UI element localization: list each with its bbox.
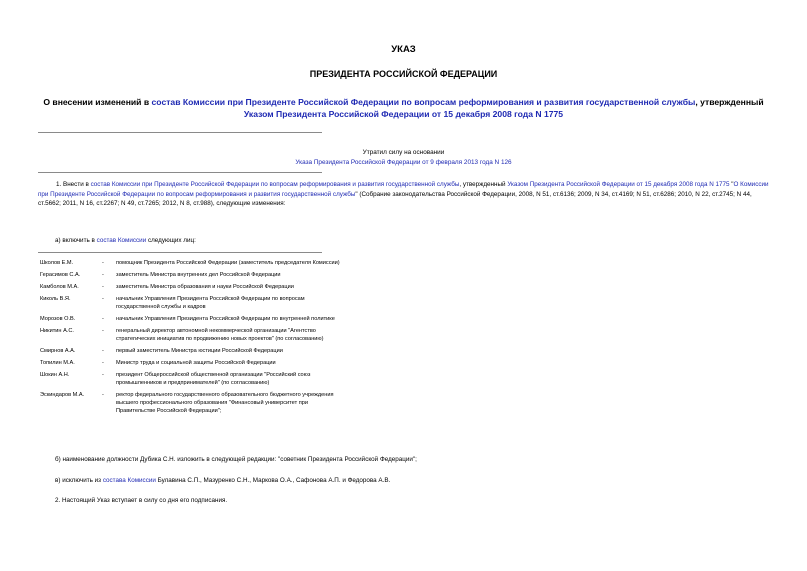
member-row xyxy=(40,347,340,355)
paragraph-1 xyxy=(38,180,770,209)
item-b: б) наименование должности Дубика С.Н. изложить в следующей редакции: "советник Президента Российской Федерации"; xyxy=(55,456,417,463)
member-row xyxy=(40,295,340,311)
subtitle-text-pre: О внесении изменений в xyxy=(43,97,152,107)
item-c xyxy=(55,477,390,484)
member-dash: - xyxy=(102,296,104,302)
item-a xyxy=(55,237,196,244)
member-name: Смирнов А.А. xyxy=(40,348,76,354)
member-row xyxy=(40,327,340,343)
member-dash: - xyxy=(102,328,104,334)
p1-text-post: " (Собрание законодательства Российской Федерации, 2008, N 51, ст.6136; 2009, N 34, ст.4169; N 51, ст.6286; 2010, N 22, ст.2745; N 44, ст.5662; 2011, N 16, ст.2267; N 49, ст.7265; 2012, N 8, ст.988), следующие изменения: xyxy=(38,190,752,208)
p1-commission-link[interactable]: состав Комиссии при Президенте Российской Федерации по вопросам реформирования и развития государственной службы xyxy=(90,181,460,188)
member-dash: - xyxy=(102,272,104,278)
member-position: первый заместитель Министра юстиции Российской Федерации xyxy=(116,348,283,354)
member-name: Эскиндаров М.А. xyxy=(40,392,85,398)
member-row xyxy=(40,371,340,387)
p1-decree-title-link[interactable]: О Комиссии при Президенте Российской Федерации по вопросам реформирования и развития государственной службы xyxy=(38,181,769,198)
member-dash: - xyxy=(102,348,104,354)
item-c-pre: в) исключить из xyxy=(55,477,103,484)
top-divider xyxy=(38,132,322,133)
member-row xyxy=(40,359,340,367)
table-top-divider xyxy=(38,252,322,253)
member-position: начальник Управления Президента Российской Федерации по внутренней политике xyxy=(116,316,335,322)
members-table xyxy=(40,259,340,419)
member-dash: - xyxy=(102,316,104,322)
member-dash: - xyxy=(102,392,104,398)
member-position: Министр труда и социальной защиты Российской Федерации xyxy=(116,360,276,366)
second-divider xyxy=(38,172,322,173)
p1-text-pre: 1. Внести в xyxy=(56,181,91,188)
p1-decree-link[interactable]: Указом Президента Российской Федерации от 15 декабря 2008 года N 1775 xyxy=(507,181,730,188)
member-row xyxy=(40,259,340,267)
member-row xyxy=(40,391,340,415)
member-dash: - xyxy=(102,372,104,378)
member-name: Морозов О.В. xyxy=(40,316,76,322)
item-a-commission-link[interactable]: состав Комиссии xyxy=(96,237,147,244)
member-name: Никитин А.С. xyxy=(40,328,74,334)
decree-1775-link[interactable]: Указом Президента Российской Федерации от 15 декабря 2008 года N 1775 xyxy=(243,109,564,119)
lost-force-label: Утратил силу на основании xyxy=(362,149,445,156)
member-row xyxy=(40,283,340,291)
issuer-title: ПРЕЗИДЕНТА РОССИЙСКОЙ ФЕДЕРАЦИИ xyxy=(309,69,498,79)
member-name: Школов Е.М. xyxy=(40,260,74,266)
member-position: генеральный директор автономной некоммерческой организации "Агентство стратегических инициатив по продвижению новых проектов" (по согласованию) xyxy=(116,328,324,342)
member-row xyxy=(40,315,340,323)
member-dash: - xyxy=(102,284,104,290)
member-name: Шокин А.Н. xyxy=(40,372,70,378)
member-position: заместитель Министра образования и науки Российской Федерации xyxy=(116,284,294,290)
paragraph-2: 2. Настоящий Указ вступает в силу со дня его подписания. xyxy=(55,497,228,504)
member-row xyxy=(40,271,340,279)
member-name: Герасимов С.А. xyxy=(40,272,81,278)
member-position: президент Общероссийской общественной организации "Российский союз промышленников и предпринимателей" (по согласованию) xyxy=(116,372,311,386)
member-dash: - xyxy=(102,360,104,366)
member-position: помощник Президента Российской Федерации (заместитель председателя Комиссии) xyxy=(116,260,340,266)
member-name: Топилин М.А. xyxy=(40,360,75,366)
commission-composition-link[interactable]: состав Комиссии при Президенте Российской Федерации по вопросам реформирования и развития государственной службы xyxy=(151,97,696,107)
p1-text-mid2: " xyxy=(729,181,734,188)
item-c-commission-link[interactable]: состава Комиссии xyxy=(102,477,156,484)
member-position: заместитель Министра внутренних дел Российской Федерации xyxy=(116,272,281,278)
lost-force-note xyxy=(0,148,807,168)
member-name: Камболов М.А. xyxy=(40,284,79,290)
p1-text-mid1: , утвержденный xyxy=(459,181,508,188)
member-position: ректор федерального государственного образовательного бюджетного учреждения высшего профессионального образования "Финансовый университет при Правительстве Российской Федерации"; xyxy=(116,392,334,414)
document-type-title: УКАЗ xyxy=(391,44,416,55)
item-c-post: Булавина С.П., Мазуренко С.Н., Маркова О.А., Сафонова А.П. и Федорова А.В. xyxy=(155,477,391,484)
document-subtitle xyxy=(40,96,767,120)
member-name: Киколь В.Я. xyxy=(40,296,71,302)
member-dash: - xyxy=(102,260,104,266)
subtitle-text-mid: , утвержденный xyxy=(695,97,764,107)
item-a-pre: а) включить в xyxy=(55,237,97,244)
decree-126-link[interactable]: Указа Президента Российской Федерации от 9 февраля 2013 года N 126 xyxy=(295,159,512,166)
member-position: начальник Управления Президента Российской Федерации по вопросам государственной службы и кадров xyxy=(116,296,305,310)
item-a-post: следующих лиц: xyxy=(146,237,196,244)
